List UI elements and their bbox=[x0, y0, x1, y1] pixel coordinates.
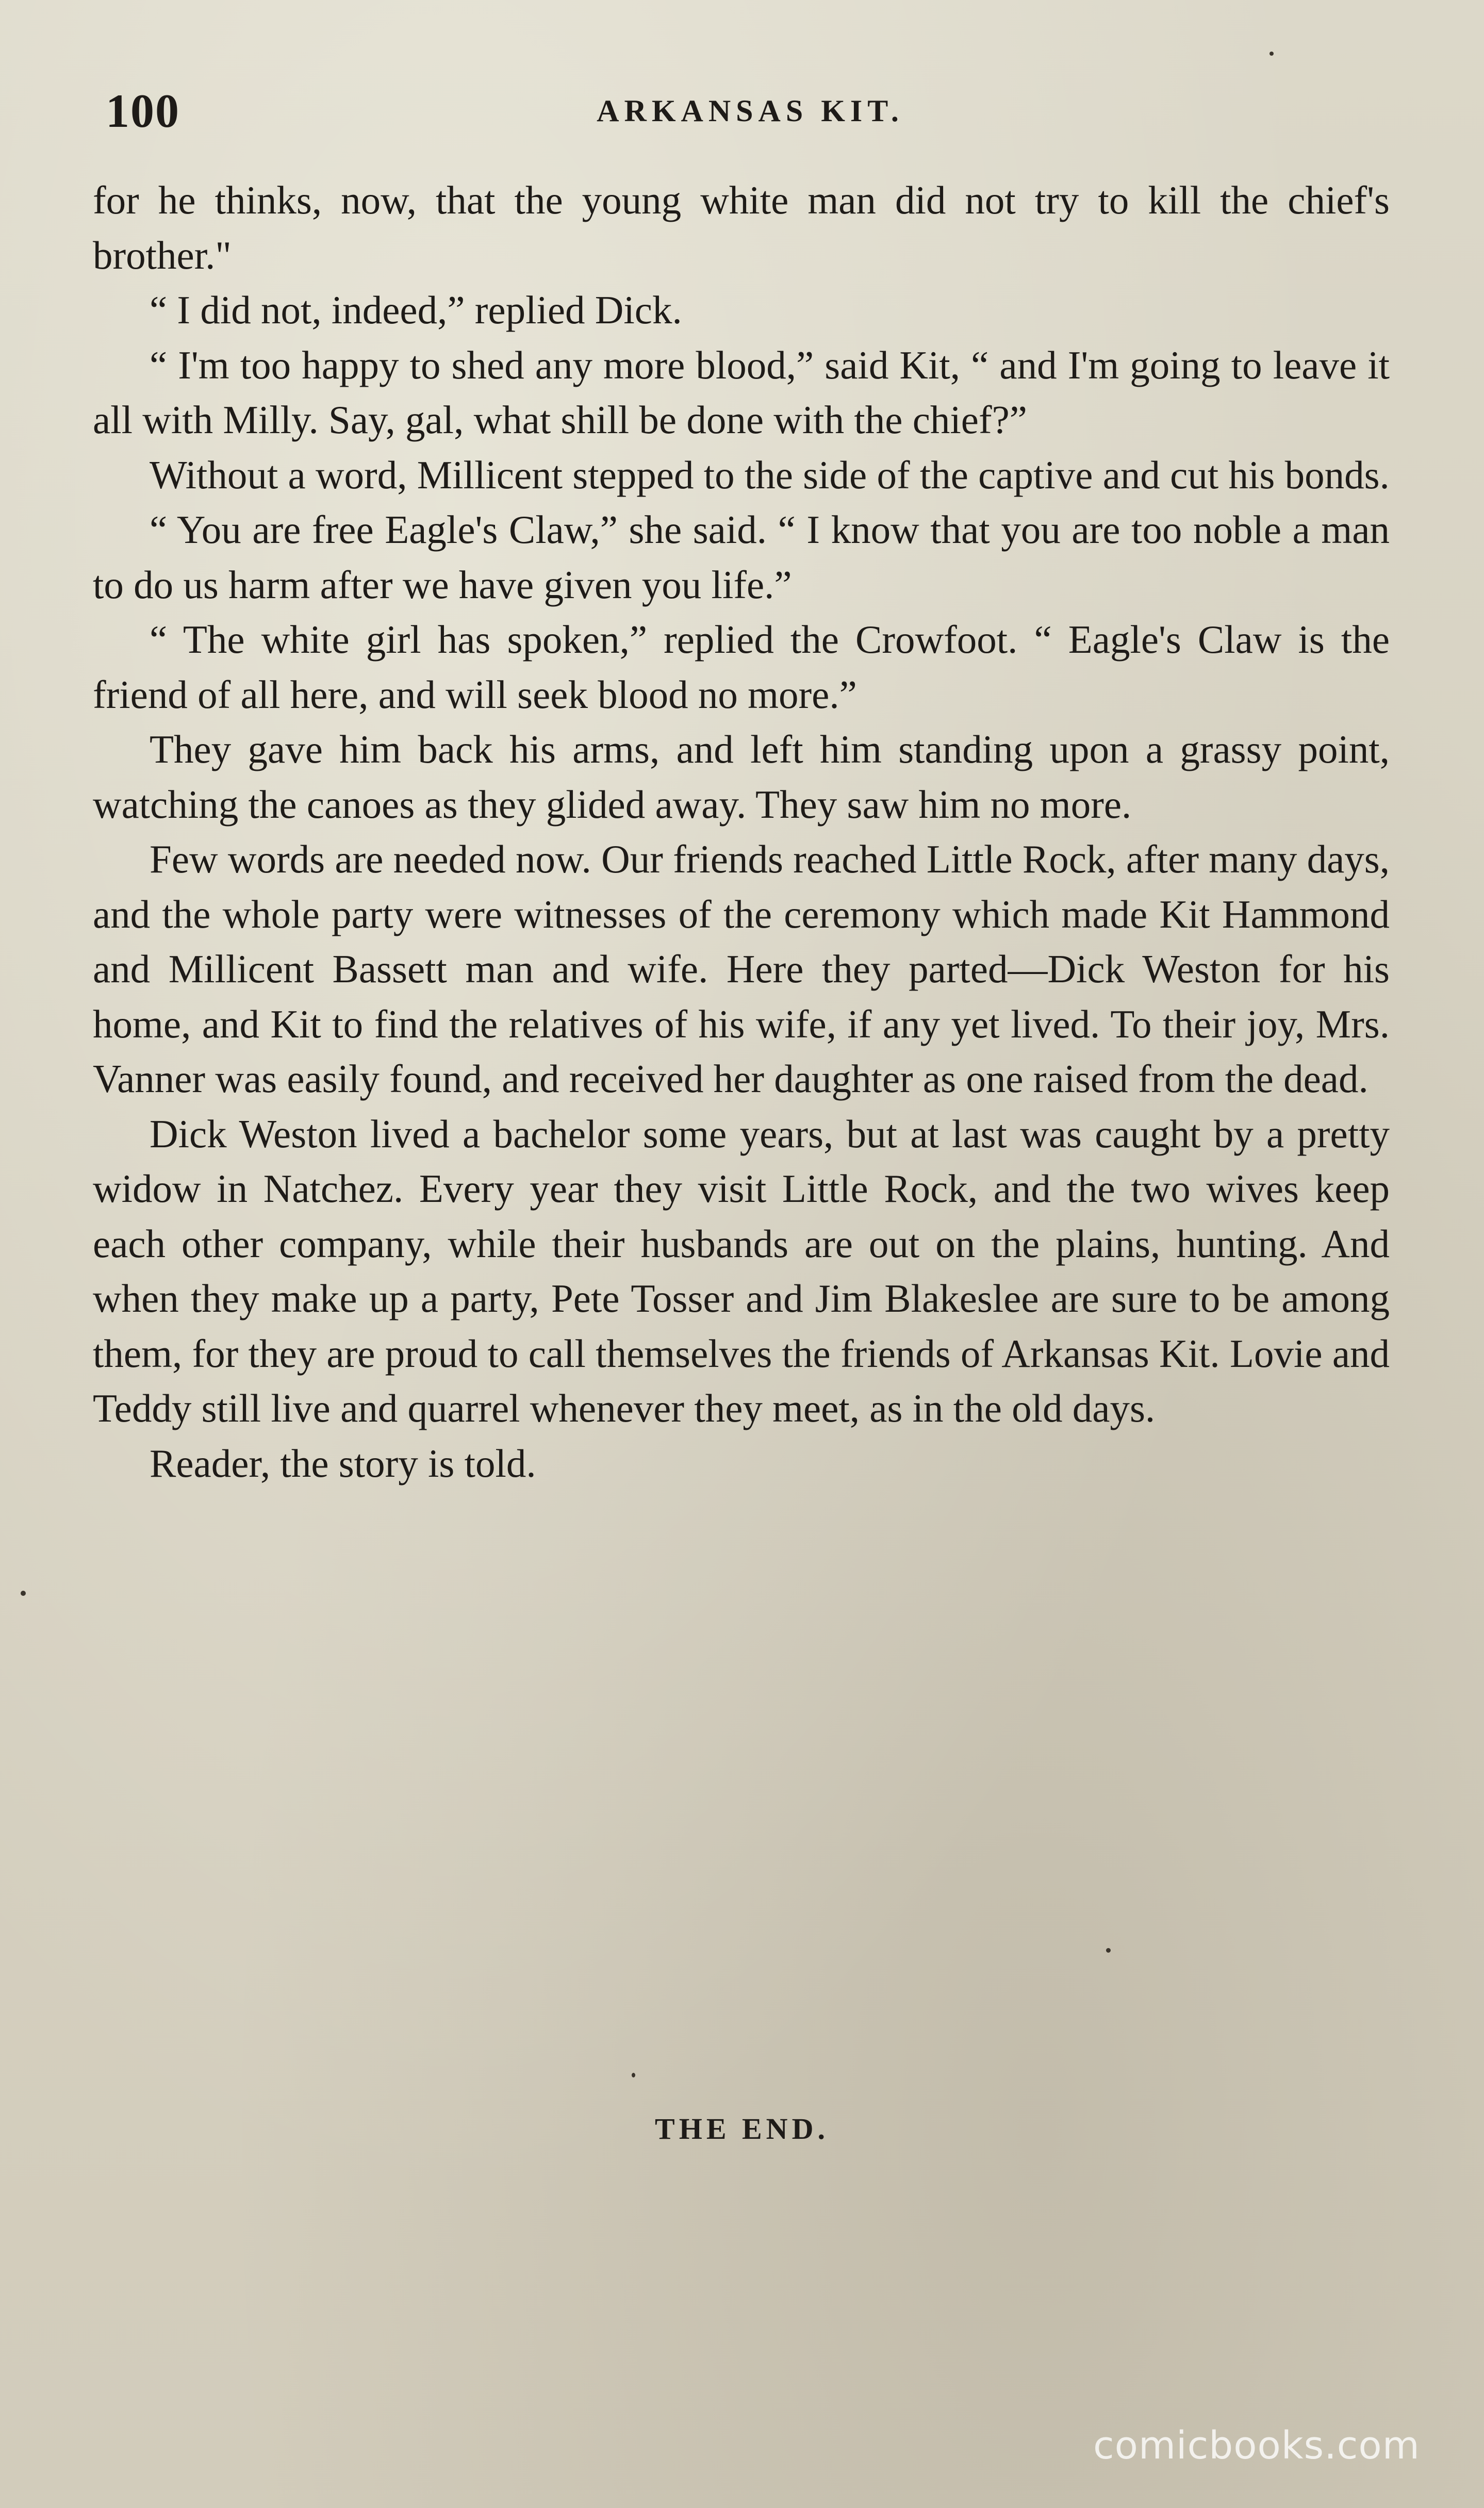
paragraph: Without a word, Millicent stepped to the side of the captive and cut his bonds. bbox=[150, 452, 1390, 497]
watermark: comicbooks.com bbox=[1093, 2423, 1420, 2468]
ink-speck bbox=[632, 2073, 635, 2077]
ink-speck bbox=[1269, 52, 1274, 56]
paragraph: “ You are free Eagle's Claw,” she said. “ I know that you are too noble a man to do us harm after we have given you life.” bbox=[93, 507, 1390, 607]
running-head: ARKANSAS KIT. bbox=[597, 94, 904, 128]
paragraph: Reader, the story is told. bbox=[150, 1441, 536, 1486]
paragraph: Dick Weston lived a bachelor some years, but at last was caught by a pretty widow in Natchez. Every year they visit Little Rock, and the two wives keep each other company, while their husbands are out on the plains, hunting. And when they make up a party, Pete Tosser and Jim Blakeslee are sure to be among them, for they are proud to call themselves the friends of Arkansas Kit. Lovie and Teddy still live and quarrel whenever they meet, as in the old days. bbox=[93, 1111, 1390, 1430]
ink-speck bbox=[21, 1591, 26, 1596]
ink-speck bbox=[1106, 1948, 1111, 1953]
paragraph: “ I'm too happy to shed any more blood,” said Kit, “ and I'm going to leave it all with Milly. Say, gal, what shill be done with the chief?” bbox=[93, 342, 1390, 442]
body-text bbox=[93, 173, 1390, 1491]
paragraph: Few words are needed now. Our friends reached Little Rock, after many days, and the whole party were witnesses of the ceremony which made Kit Hammond and Millicent Bassett man and wife. Here they parted—Dick Weston for his home, and Kit to find the relatives of his wife, if any yet lived. To their joy, Mrs. Vanner was easily found, and received her daughter as one raised from the dead. bbox=[93, 837, 1390, 1101]
paragraph: “ The white girl has spoken,” replied the Crowfoot. “ Eagle's Claw is the friend of all here, and will seek blood no more.” bbox=[93, 617, 1390, 717]
page-number: 100 bbox=[106, 85, 180, 137]
page-header bbox=[106, 77, 1395, 144]
paragraph: They gave him back his arms, and left him standing upon a grassy point, watching the canoes as they glided away. They saw him no more. bbox=[93, 727, 1390, 827]
end-mark: THE END. bbox=[655, 2112, 829, 2146]
paragraph: “ I did not, indeed,” replied Dick. bbox=[150, 288, 682, 332]
paragraph: for he thinks, now, that the young white man did not try to kill the chief's brother." bbox=[93, 178, 1390, 277]
